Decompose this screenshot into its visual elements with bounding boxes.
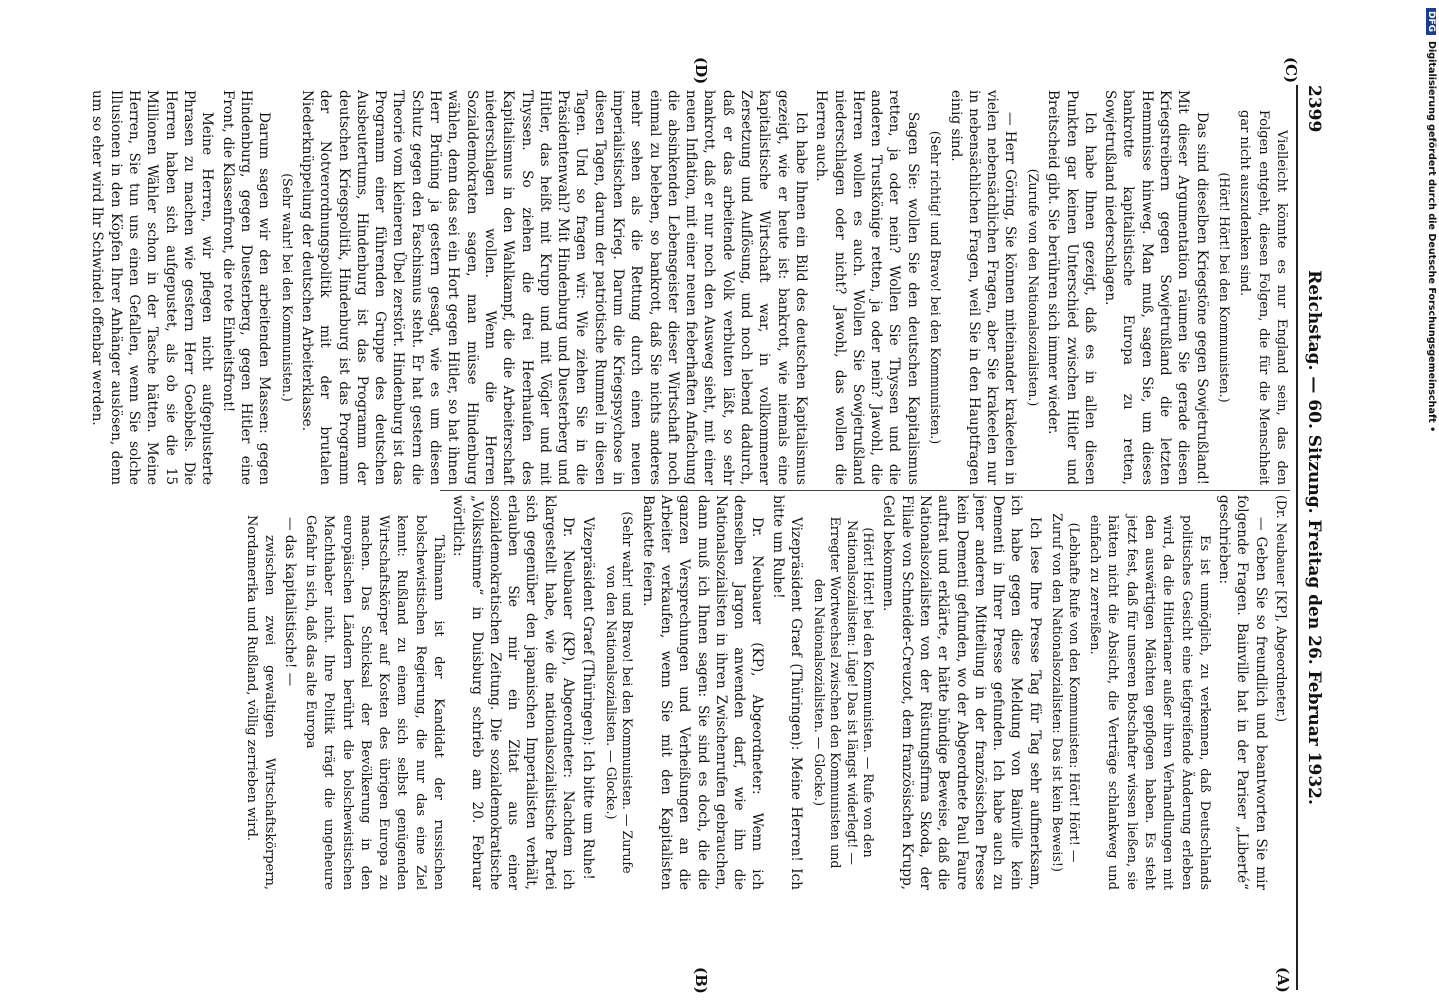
paragraph: Ich habe Ihnen gezeigt, daß es in allen diesen Punkten gar keinen Unterschied zwischen Hitler und Breitscheid gibt. Sie berühren sich immer wieder. <box>1045 90 1098 485</box>
interjection: (Sehr wahr! und Bravo! bei den Kommunisten. — Zurufe von den Nationalsozialisten. — Glocke.) <box>603 511 636 874</box>
quotation: zwischen zwei gewaltigen Wirtschaftskörpern, Nordamerika und Rußland, völlig zerrieben wird. <box>244 515 278 890</box>
paragraph: Ich lese Ihre Presse Tag für Tag sehr aufmerksam, ich habe gegen diese Meldung von Bainville kein Dementi in Ihrer Presse gefunden. Ich habe auch zu jener anderen Mitteilung in der französischen Presse kein Dementi gefunden, wo der Abgeordnete Paul Faure auftrat und erklärte, er hätte bündige Beweise, daß die Nationalsozialisten von der Rüstungsfirma Skoda, der Filiale von Schneider-Creuzot, dem französischen Krupp, Geld bekommen. <box>880 495 1043 890</box>
interjection: (Zurufe von den Nationalsozialisten.) <box>1025 168 1041 407</box>
margin-marker-b: (B) <box>692 967 710 994</box>
page-header <box>1296 85 1330 990</box>
paragraph: Sagen Sie: wollen Sie den deutschen Kapitalismus retten, ja oder nein? Wollen Sie Thyssen und die anderen Trustkönige retten, ja oder nein? Jawohl, die Herren wollen es auch. Wollen Sie Sowjetrußland niederschlagen oder nicht? Jawohl, das wollen die Herren auch. <box>813 90 921 485</box>
paragraph: Meine Herren, wir pflegen nicht aufgeplusterte Phrasen zu machen wie gestern Herr Goebbels. Die Herren haben sich aufgepustet, als ob sie die 15 Millionen Wähler schon in der Tasche hätten. Meine Herren, Sie tun uns einen Gefallen, wenn Sie solche Illusionen in den Köpfen Ihrer Anhänger auslösen, denn um so eher wird Ihr Schwindel offenbar werden. <box>89 90 216 485</box>
left-text-column <box>240 495 1290 890</box>
dfg-logo: DFG <box>1426 8 1436 35</box>
column-divider <box>440 490 1290 491</box>
margin-marker-a: (A) <box>1274 967 1292 993</box>
interjection: (Sehr richtig! und Bravo! bei den Kommunisten.) <box>928 130 944 445</box>
quotation: Vielleicht könnte es nur England sein, das den Folgen entgeht, diesen Folgen, die für die Menschheit gar nicht auszudenken sind. <box>1237 110 1289 485</box>
digitization-text: Digitalisierung gefördert durch die Deutsche Forschungsgemeinschaft • <box>1426 41 1437 433</box>
interjection: (Hört! Hört! bei den Kommunisten. — Rufe von den Nationalsozialisten: Lüge! Das ist längst widerlegt! — Erregter Wortwechsel zwischen den Kommunisten und den Nationalsozialisten. — Glocke.) <box>811 516 877 869</box>
paragraph: Vizepräsident Graef (Thüringen): Meine Herren! Ich bitte um Ruhe! <box>769 495 805 890</box>
quotation: Thälmann ist der Kandidat der russischen bolschewistischen Regierung, die nur das eine Ziel kennt: Rußland zu einem sich selbst genügenden Wirtschaftskörper auf Kosten des übrigen Europa zu machen. Das Schicksal der Bevölkerung in den europäischen Ländern berührt die bolschewistischen Machthaber nicht. Ihre Politik trägt die ungeheure Gefahr in sich, daß das alte Europa <box>302 515 447 890</box>
paragraph: Vizepräsident Graef (Thüringen): Ich bitte um Ruhe! <box>580 517 597 880</box>
paragraph: Darum sagen wir den arbeitenden Massen: gegen Hindenburg, gegen Duesterberg, gegen Hitler eine Front, die Klassenfront, die rote Einheitsfront! <box>219 90 273 485</box>
paragraph: Dr. Neubauer (KP), Abgeordneter: Nachdem ich klargestellt habe, wie die nationalsozialistische Partei sich gegenüber den japanischen Imperialisten verhält, erlauben Sie mir ein Zitat aus einer sozialdemokratischen Zeitung. Die sozialdemokratische „Volksstimme“ in Duisburg schrieb am 20. Februar wörtlich: <box>450 495 577 890</box>
paragraph: Dr. Neubauer (KP), Abgeordneter: Wenn ich denselben Jargon anwenden darf, wie ihn die Nationalsozialisten in ihren Zwischenrufen gebrauchen, dann muß ich Ihnen sagen: Sie sind es doch, die die ganzen Versprechungen und Verheißungen an die Arbeiter verkaufen, wenn Sie mit den Kapitalisten Bankette feiern. <box>639 495 766 890</box>
interjection: (Sehr wahr! bei den Kommunisten.) <box>279 173 295 402</box>
paragraph: Ich habe Ihnen ein Bild des deutschen Kapitalismus gezeigt, wie er heute ist: bankrott, wie niemals eine kapitalistische Wirtschaft war, in vollkommener Zersetzung und Auflösung, und noch lebend dadurch, daß er das arbeitende Volk verbluten läßt, so sehr bankrott, daß er nur noch den Ausweg sieht, mit einer neuen Inflation, mit einer neuen fieberhaften Anfachung die absinkenden Lebensgeister dieser Wirtschaft noch einmal zu beleben, so bankrott, daß Sie nichts anderes mehr sehen als die Rettung durch einen neuen imperialistischen Krieg. Darum die Kriegspsychose in diesen Tagen, darum der patriotische Rummel in diesen Tagen. Und so fragen wir: Wie ziehen Sie in die Präsidentenwahl? Mit Hindenburg und Duesterberg und Hitler, das heißt mit Krupp und mit Vögler und mit Thyssen. So ziehen die drei Heerhaufen des Kapitalismus in den Wahlkampf, die die Arbeiterschaft niederschlagen wollen. Wenn die Herren Sozialdemokraten sagen, man müsse Hindenburg wählen, denn das sei ein Hort gegen Hitler, so hat ihnen Herr Brüning ja gestern gesagt, wie es um diesen Schutz gegen den Faschismus steht. Er hat gestern die Theorie vom kleineren Übel zerstört. Hindenburg ist das Programm einer führenden Gruppe des deutschen Ausbeutertums, Hindenburg ist das Programm der deutschen Kriegspolitik, Hindenburg ist das Programm der Notverordnungspolitik mit der brutalen Niederknüppelung der deutschen Arbeiterklasse. <box>298 90 809 485</box>
paragraph: — Geben Sie so freundlich und beantworten Sie mir folgende Fragen. Bainville hat in der Pariser „Liberté“ geschrieben: <box>1216 495 1269 890</box>
paragraph: (Dr. Neubauer [KP], Abgeordneter.) <box>1274 495 1289 723</box>
paragraph: Das sind dieselben Kriegstöne gegen Sowjetrußland! Mit dieser Argumentation räumen Sie gerade diesen Kriegstreibern gegen Sowjetrußland die letzten Hemmnisse hinweg. Man muß, sagen Sie, um dieses bankrotte kapitalistische Europa zu retten, Sowjetrußland niederschlagen. <box>1102 90 1210 485</box>
quotation: Es ist unmöglich, zu verkennen, daß Deutschlands politisches Gesicht eine tiefgreifende Änderung erleben wird, da die Hitlerianer außer ihren Verhandlungen mit den auswärtigen Mächten gepflogen haben. Es steht jetzt fest, daß für unseren Botschafter wissen ließen, sie hätten nicht die Absicht, die Verträge schlankweg und einfach zu zerreißen. <box>1087 515 1212 890</box>
interjection: (Hört! Hört! bei den Kommunisten.) <box>1217 172 1233 403</box>
page-number: 2399 <box>1304 85 1324 133</box>
interjection: (Lebhafte Rufe von den Kommunisten: Hört! Hört! — Zuruf von den Nationalsozialisten: Das ist kein Beweis!) <box>1050 513 1082 872</box>
right-text-column <box>86 90 1290 485</box>
paragraph: — das kapitalistische! — <box>281 517 298 687</box>
margin-marker-d: (D) <box>692 57 710 85</box>
digitization-note <box>1421 8 1439 993</box>
document-page <box>89 57 1330 994</box>
session-title: Reichstag. — 60. Sitzung. Freitag den 26. Februar 1932. <box>1304 270 1324 805</box>
margin-marker-c: (C) <box>1282 57 1300 84</box>
paragraph: — Herr Göring, Sie können miteinander krakeelen in vielen nebensächlichen Fragen, aber Sie krakeelen nur in nebensächlichen Fragen, weil Sie in den Hauptfragen einig sind. <box>947 90 1019 485</box>
header-rule <box>1296 85 1298 990</box>
